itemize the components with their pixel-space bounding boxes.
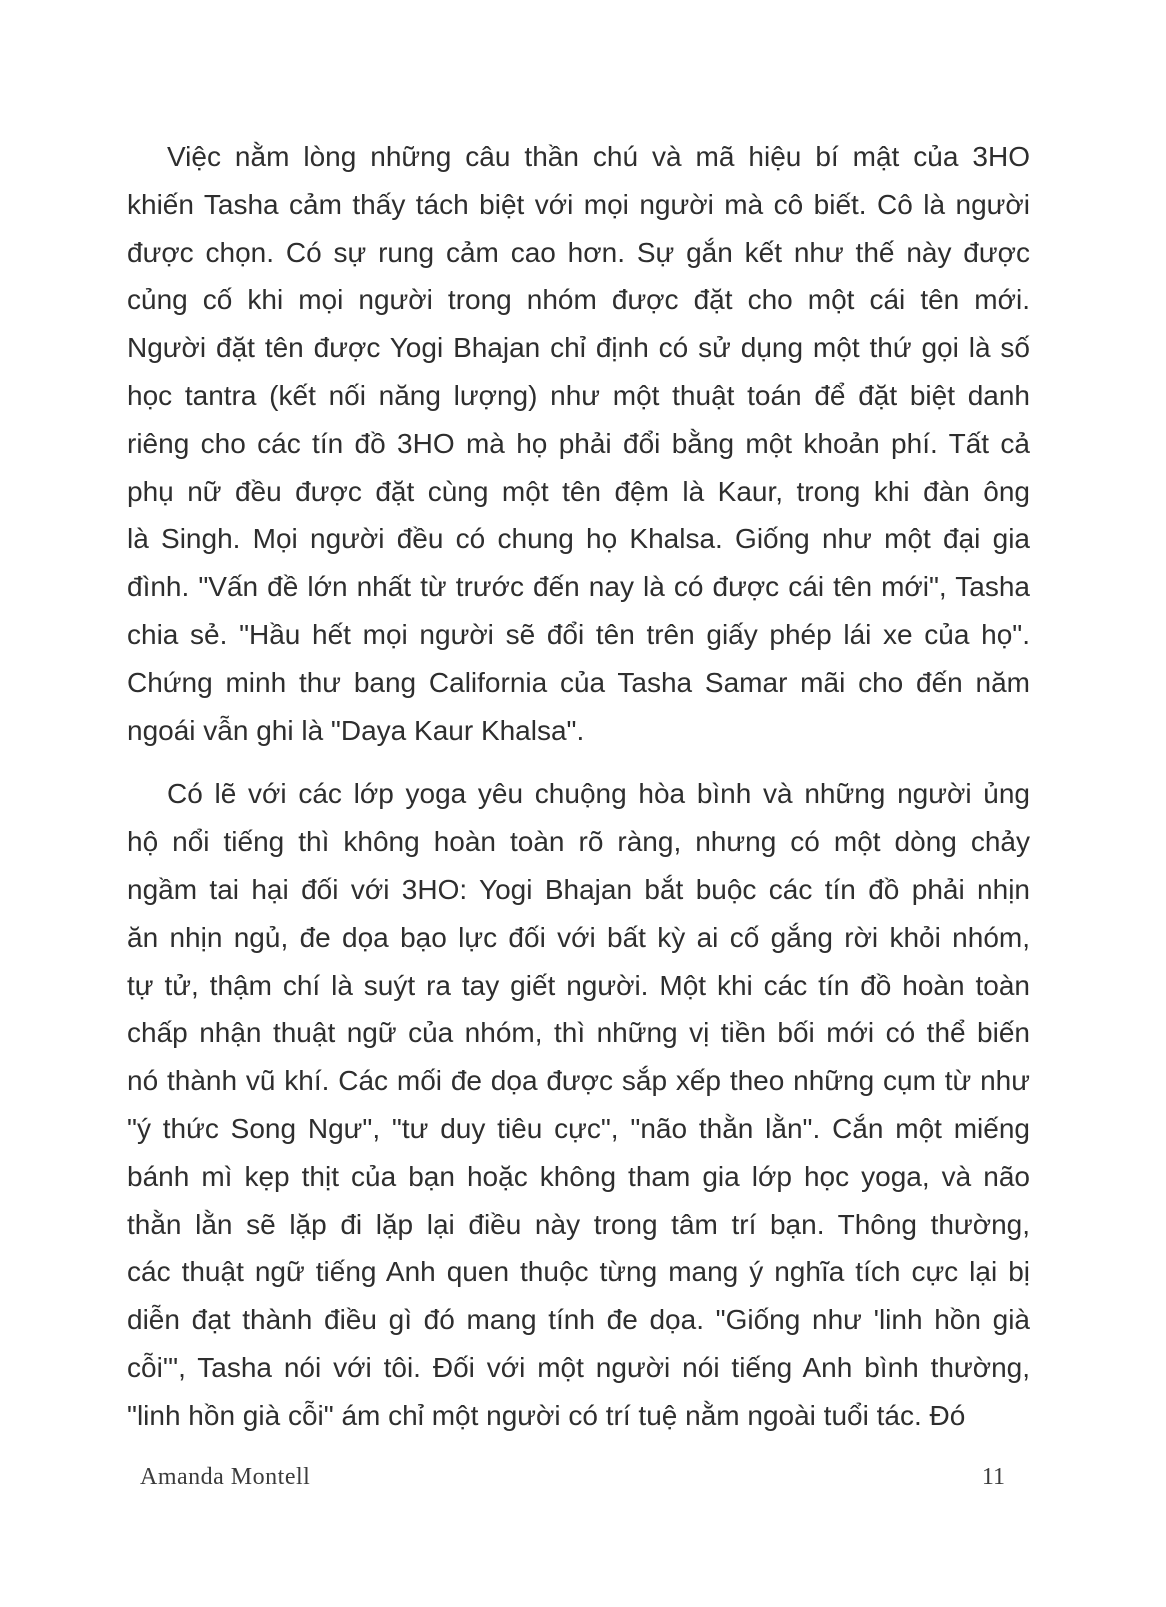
text-line: tự tử, thậm chí là suýt ra tay giết người. Một khi các tín đồ hoàn toàn bbox=[127, 969, 1030, 1001]
text-line: chấp nhận thuật ngữ của nhóm, thì những vị tiền bối mới có thể biến bbox=[127, 1017, 1030, 1049]
running-footer-author: Amanda Montell bbox=[140, 1464, 311, 1490]
text-line: đình. "Vấn đề lớn nhất từ trước đến nay là có được cái tên mới", Tasha bbox=[127, 571, 1030, 603]
text-line: Việc nằm lòng những câu thần chú và mã hiệu bí mật của 3HO bbox=[167, 141, 1030, 172]
text-line: các thuật ngữ tiếng Anh quen thuộc từng mang ý nghĩa tích cực lại bị bbox=[127, 1256, 1030, 1288]
text-line: ngầm tai hại đối với 3HO: Yogi Bhajan bắt buộc các tín đồ phải nhịn bbox=[127, 873, 1030, 905]
text-line: "linh hồn già cỗi" ám chỉ một người có trí tuệ nằm ngoài tuổi tác. Đó bbox=[127, 1399, 966, 1431]
text-line: nó thành vũ khí. Các mối đe dọa được sắp xếp theo những cụm từ như bbox=[127, 1065, 1030, 1097]
text-line: củng cố khi mọi người trong nhóm được đặt cho một cái tên mới. bbox=[127, 284, 1030, 316]
text-line: phụ nữ đều được đặt cùng một tên đệm là Kaur, trong khi đàn ông bbox=[127, 475, 1030, 507]
text-line: được chọn. Có sự rung cảm cao hơn. Sự gắn kết như thế này được bbox=[127, 236, 1030, 268]
text-line: Chứng minh thư bang California của Tasha Samar mãi cho đến năm bbox=[127, 666, 1030, 698]
text-line: hộ nổi tiếng thì không hoàn toàn rõ ràng, nhưng có một dòng chảy bbox=[127, 826, 1030, 858]
paragraph-1 bbox=[127, 133, 1030, 754]
paragraph-2 bbox=[127, 770, 1030, 1439]
text-line: là Singh. Mọi người đều có chung họ Khalsa. Giống như một đại gia bbox=[127, 523, 1030, 555]
text-line: Người đặt tên được Yogi Bhajan chỉ định có sử dụng một thứ gọi là số bbox=[127, 332, 1030, 364]
text-line: ăn nhịn ngủ, đe dọa bạo lực đối với bất kỳ ai cố gắng rời khỏi nhóm, bbox=[127, 921, 1030, 953]
text-line: cỗi'", Tasha nói với tôi. Đối với một người nói tiếng Anh bình thường, bbox=[127, 1351, 1030, 1383]
page-footer bbox=[140, 1464, 1005, 1491]
text-line: diễn đạt thành điều gì đó mang tính đe dọa. "Giống như 'linh hồn già bbox=[127, 1304, 1030, 1336]
page-number: 11 bbox=[981, 1464, 1005, 1490]
text-line: chia sẻ. "Hầu hết mọi người sẽ đổi tên trên giấy phép lái xe của họ". bbox=[127, 618, 1030, 650]
body-text bbox=[127, 133, 1030, 1456]
text-line: Có lẽ với các lớp yoga yêu chuộng hòa bình và những người ủng bbox=[167, 778, 1030, 810]
text-line: ngoái vẫn ghi là "Daya Kaur Khalsa". bbox=[127, 714, 585, 746]
text-line: khiến Tasha cảm thấy tách biệt với mọi người mà cô biết. Cô là người bbox=[127, 188, 1030, 220]
text-line: bánh mì kẹp thịt của bạn hoặc không tham gia lớp học yoga, và não bbox=[127, 1160, 1030, 1192]
text-line: thằn lằn sẽ lặp đi lặp lại điều này trong tâm trí bạn. Thông thường, bbox=[127, 1208, 1030, 1240]
text-line: học tantra (kết nối năng lượng) như một thuật toán để đặt biệt danh bbox=[127, 379, 1030, 411]
text-line: "ý thức Song Ngư", "tư duy tiêu cực", "não thằn lằn". Cắn một miếng bbox=[127, 1112, 1030, 1144]
text-line: riêng cho các tín đồ 3HO mà họ phải đổi bằng một khoản phí. Tất cả bbox=[127, 427, 1030, 459]
